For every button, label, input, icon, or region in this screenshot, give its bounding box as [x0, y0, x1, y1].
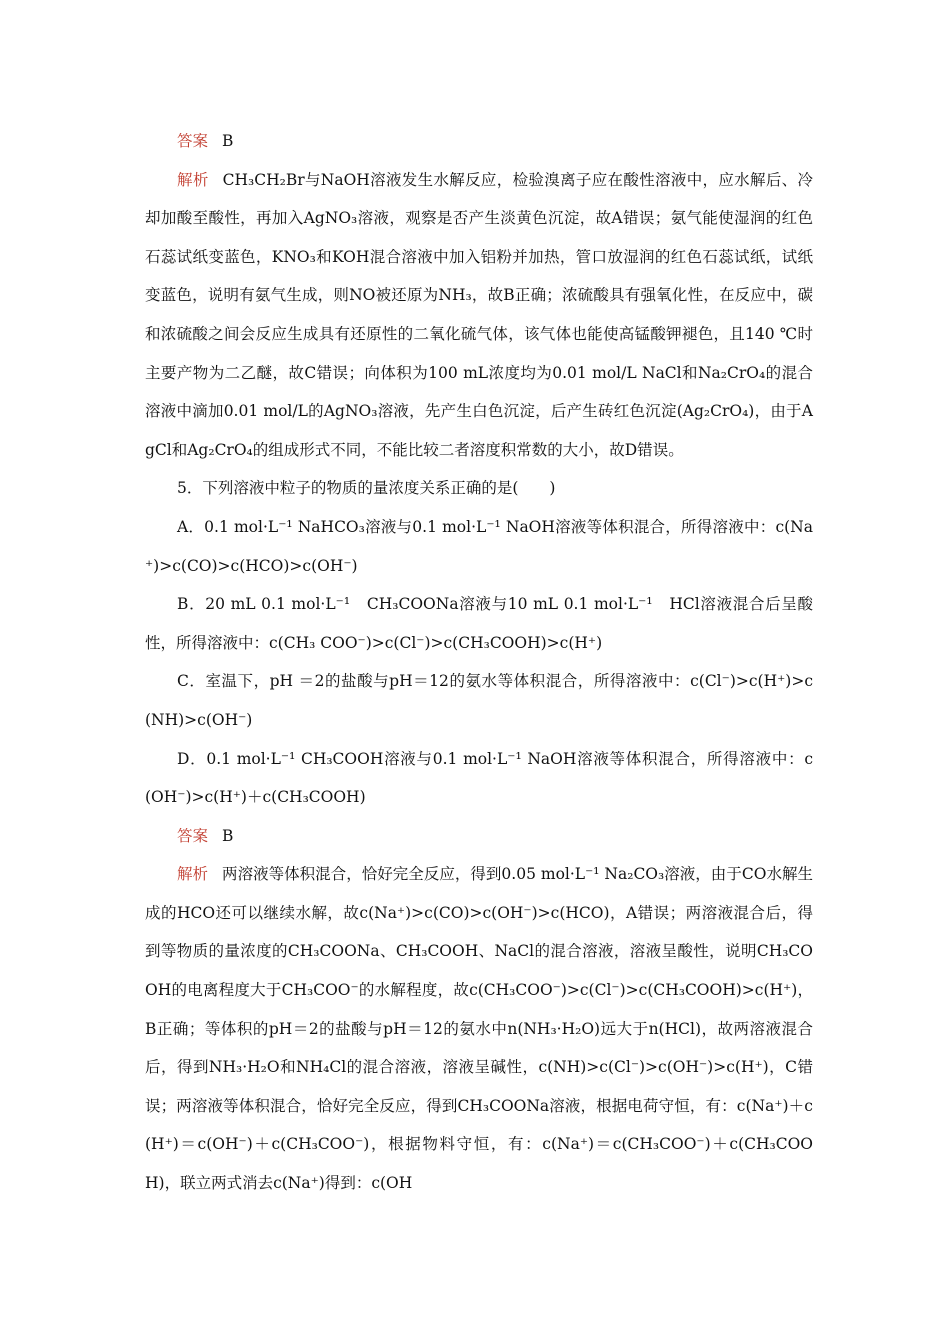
answer-2 — [145, 817, 813, 856]
analysis-label: 解析 — [177, 865, 209, 884]
answer-1 — [145, 122, 813, 161]
analysis-text: 两溶液等体积混合，恰好完全反应，得到0.05 mol·L⁻¹ Na₂CO₃溶液，由于CO水解生成的HCO还可以继续水解，故c(Na⁺)>c(CO)>c(OH⁻)>c(HCO)，A错误；两溶液混合后，得到等物质的量浓度的CH₃COONa、CH₃COOH、NaCl的混合溶液，溶液呈酸性，说明CH₃COOH的电离程度大于CH₃COO⁻的水解程度，故c(CH₃COO⁻)>c(Cl⁻)>c(CH₃COOH)>c(H⁺)，B正确；等体积的pH＝2的盐酸与pH＝12的氨水中n(NH₃·H₂O)远大于n(HCl)，故两溶液混合后，得到NH₃·H₂O和NH₄Cl的混合溶液，溶液呈碱性，c(NH)>c(Cl⁻)>c(OH⁻)>c(H⁺)，C错误；两溶液等体积混合，恰好完全反应，得到CH₃COONa溶液，根据电荷守恒，有：c(Na⁺)＋c(H⁺)＝c(OH⁻)＋c(CH₃COO⁻)，根据物料守恒，有：c(Na⁺)＝c(CH₃COO⁻)＋c(CH₃COOH)，联立两式消去c(Na⁺)得到：c(OH — [145, 865, 813, 1193]
analysis-2 — [145, 855, 813, 1202]
option-c: C．室温下，pH ＝2的盐酸与pH＝12的氨水等体积混合，所得溶液中：c(Cl⁻)>c(H⁺)>c(NH)>c(OH⁻) — [145, 672, 813, 729]
option-d: D．0.1 mol·L⁻¹ CH₃COOH溶液与0.1 mol·L⁻¹ NaOH溶液等体积混合，所得溶液中：c(OH⁻)>c(H⁺)＋c(CH₃COOH) — [145, 749, 813, 807]
analysis-label: 解析 — [177, 170, 209, 189]
analysis-text: CH₃CH₂Br与NaOH溶液发生水解反应，检验溴离子应在酸性溶液中，应水解后、冷却加酸至酸性，再加入AgNO₃溶液，观察是否产生淡黄色沉淀，故A错误；氨气能使湿润的红色石蕊试纸变蓝色，KNO₃和KOH混合溶液中加入铝粉并加热，管口放湿润的红色石蕊试纸，试纸变蓝色，说明有氨气生成，则NO被还原为NH₃，故B正确；浓硫酸具有强氧化性，在反应中，碳和浓硫酸之间会反应生成具有还原性的二氧化硫气体，该气体也能使高锰酸钾褪色，且140 ℃时主要产物为二乙醚，故C错误；向体积为100 mL浓度均为0.01 mol/L NaCl和Na₂CrO₄的混合溶液中滴加0.01 mol/L的AgNO₃溶液，先产生白色沉淀，后产生砖红色沉淀(Ag₂CrO₄)，由于AgCl和Ag₂CrO₄的组成形式不同，不能比较二者溶度积常数的大小，故D错误。 — [145, 170, 813, 459]
answer-label: 答案 — [177, 132, 209, 150]
answer-label: 答案 — [177, 826, 209, 845]
answer-value: B — [222, 826, 234, 845]
question-5: 5．下列溶液中粒子的物质的量浓度关系正确的是( ) — [177, 479, 556, 498]
document-body — [145, 122, 813, 1203]
option-a: A．0.1 mol·L⁻¹ NaHCO₃溶液与0.1 mol·L⁻¹ NaOH溶液等体积混合，所得溶液中：c(Na⁺)>c(CO)>c(HCO)>c(OH⁻) — [145, 517, 813, 575]
option-b: B．20 mL 0.1 mol·L⁻¹ CH₃COONa溶液与10 mL 0.1 mol·L⁻¹ HCl溶液混合后呈酸性，所得溶液中：c(CH₃ COO⁻)>c(Cl⁻)>c(CH₃COOH)>c(H⁺) — [145, 595, 813, 652]
analysis-1 — [145, 161, 813, 470]
answer-value: B — [222, 132, 234, 150]
